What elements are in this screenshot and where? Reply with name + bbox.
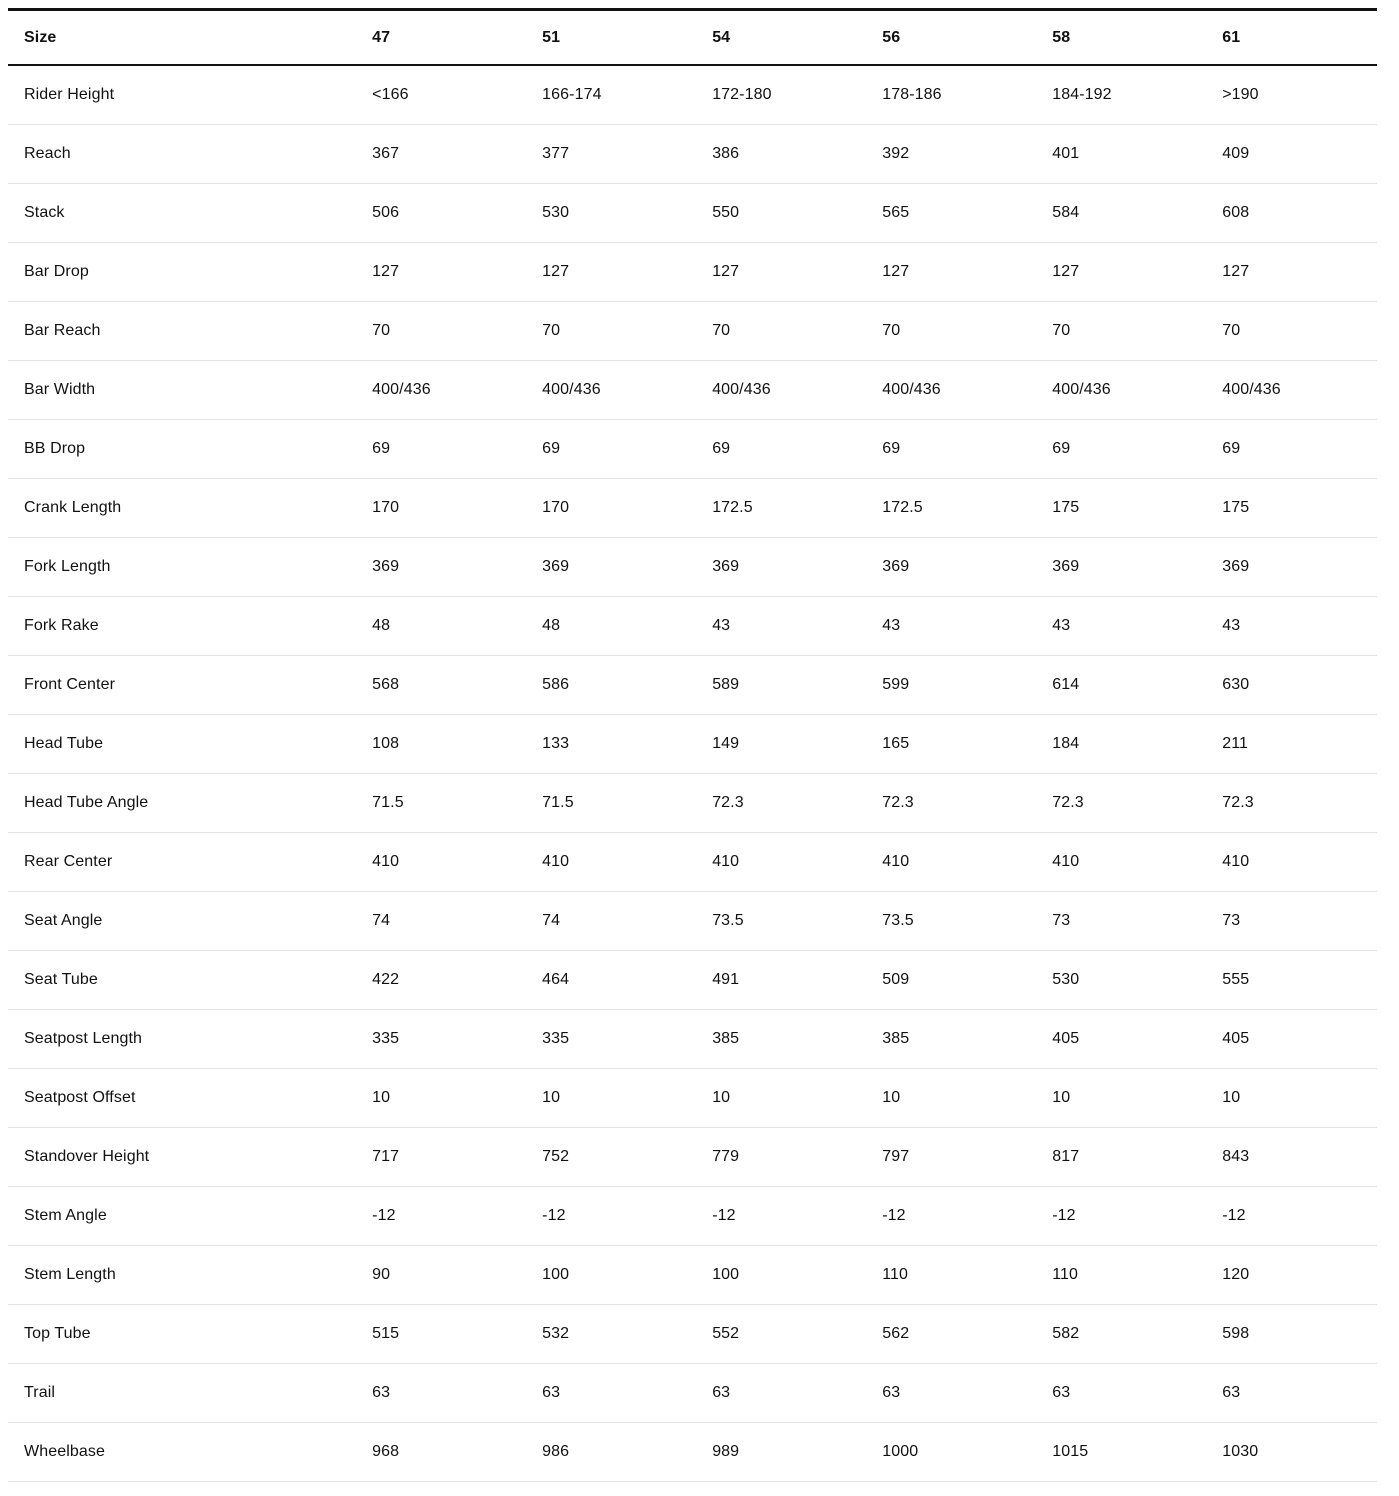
cell-value: -12 bbox=[542, 1187, 712, 1246]
cell-value: 410 bbox=[1052, 833, 1222, 892]
cell-value: 73.5 bbox=[712, 892, 882, 951]
cell-value: 172-180 bbox=[712, 65, 882, 125]
column-header: 56 bbox=[882, 10, 1052, 66]
cell-value: 69 bbox=[1052, 420, 1222, 479]
table-row bbox=[8, 479, 1377, 538]
row-label: Trail bbox=[8, 1364, 372, 1423]
cell-value: 127 bbox=[1052, 243, 1222, 302]
cell-value: 589 bbox=[712, 656, 882, 715]
cell-value: 133 bbox=[542, 715, 712, 774]
cell-value: 10 bbox=[712, 1069, 882, 1128]
cell-value: 69 bbox=[1222, 420, 1377, 479]
cell-value: 175 bbox=[1222, 479, 1377, 538]
cell-value: 172.5 bbox=[882, 479, 1052, 538]
cell-value: <166 bbox=[372, 65, 542, 125]
cell-value: 630 bbox=[1222, 656, 1377, 715]
column-header-size: Size bbox=[8, 10, 372, 66]
cell-value: 506 bbox=[372, 184, 542, 243]
table-row bbox=[8, 243, 1377, 302]
cell-value: 584 bbox=[1052, 184, 1222, 243]
cell-value: 69 bbox=[712, 420, 882, 479]
cell-value: 120 bbox=[1222, 1246, 1377, 1305]
table-row bbox=[8, 715, 1377, 774]
row-label: Head Tube Angle bbox=[8, 774, 372, 833]
cell-value: 405 bbox=[1052, 1010, 1222, 1069]
cell-value: 369 bbox=[1052, 538, 1222, 597]
cell-value: 843 bbox=[1222, 1128, 1377, 1187]
table-row bbox=[8, 184, 1377, 243]
cell-value: 70 bbox=[882, 302, 1052, 361]
cell-value: 166-174 bbox=[542, 65, 712, 125]
cell-value: 369 bbox=[372, 538, 542, 597]
cell-value: 369 bbox=[542, 538, 712, 597]
cell-value: 400/436 bbox=[542, 361, 712, 420]
cell-value: 100 bbox=[712, 1246, 882, 1305]
cell-value: 405 bbox=[1222, 1010, 1377, 1069]
row-label: Rear Center bbox=[8, 833, 372, 892]
cell-value: 48 bbox=[372, 597, 542, 656]
cell-value: 377 bbox=[542, 125, 712, 184]
cell-value: 184-192 bbox=[1052, 65, 1222, 125]
cell-value: 48 bbox=[542, 597, 712, 656]
cell-value: 401 bbox=[1052, 125, 1222, 184]
cell-value: -12 bbox=[1052, 1187, 1222, 1246]
table-row bbox=[8, 833, 1377, 892]
cell-value: 43 bbox=[1052, 597, 1222, 656]
cell-value: 74 bbox=[372, 892, 542, 951]
table-row bbox=[8, 420, 1377, 479]
cell-value: 63 bbox=[372, 1364, 542, 1423]
cell-value: 69 bbox=[372, 420, 542, 479]
cell-value: 73 bbox=[1052, 892, 1222, 951]
cell-value: 10 bbox=[542, 1069, 712, 1128]
cell-value: 70 bbox=[542, 302, 712, 361]
cell-value: 565 bbox=[882, 184, 1052, 243]
cell-value: 72.3 bbox=[882, 774, 1052, 833]
row-label: Crank Length bbox=[8, 479, 372, 538]
cell-value: 717 bbox=[372, 1128, 542, 1187]
cell-value: 74 bbox=[542, 892, 712, 951]
table-row bbox=[8, 125, 1377, 184]
cell-value: -12 bbox=[882, 1187, 1052, 1246]
cell-value: 562 bbox=[882, 1305, 1052, 1364]
cell-value: 43 bbox=[712, 597, 882, 656]
cell-value: 73.5 bbox=[882, 892, 1052, 951]
cell-value: 170 bbox=[372, 479, 542, 538]
cell-value: 178-186 bbox=[882, 65, 1052, 125]
cell-value: 369 bbox=[1222, 538, 1377, 597]
cell-value: 386 bbox=[712, 125, 882, 184]
table-row bbox=[8, 892, 1377, 951]
table-row bbox=[8, 538, 1377, 597]
cell-value: 110 bbox=[882, 1246, 1052, 1305]
table-row bbox=[8, 774, 1377, 833]
row-label: Stem Angle bbox=[8, 1187, 372, 1246]
cell-value: 63 bbox=[542, 1364, 712, 1423]
cell-value: 73 bbox=[1222, 892, 1377, 951]
table-row bbox=[8, 1246, 1377, 1305]
cell-value: 817 bbox=[1052, 1128, 1222, 1187]
column-header: 54 bbox=[712, 10, 882, 66]
cell-value: 100 bbox=[542, 1246, 712, 1305]
cell-value: 211 bbox=[1222, 715, 1377, 774]
cell-value: 400/436 bbox=[1052, 361, 1222, 420]
table-row bbox=[8, 361, 1377, 420]
row-label: Bar Reach bbox=[8, 302, 372, 361]
cell-value: 550 bbox=[712, 184, 882, 243]
cell-value: 392 bbox=[882, 125, 1052, 184]
cell-value: 10 bbox=[1222, 1069, 1377, 1128]
cell-value: 491 bbox=[712, 951, 882, 1010]
cell-value: 509 bbox=[882, 951, 1052, 1010]
table-row bbox=[8, 1423, 1377, 1482]
cell-value: 464 bbox=[542, 951, 712, 1010]
table-row bbox=[8, 1010, 1377, 1069]
column-header: 58 bbox=[1052, 10, 1222, 66]
table-header-row bbox=[8, 10, 1377, 66]
cell-value: 568 bbox=[372, 656, 542, 715]
cell-value: 608 bbox=[1222, 184, 1377, 243]
row-label: Bar Drop bbox=[8, 243, 372, 302]
cell-value: 598 bbox=[1222, 1305, 1377, 1364]
cell-value: 410 bbox=[712, 833, 882, 892]
cell-value: 1015 bbox=[1052, 1423, 1222, 1482]
cell-value: 422 bbox=[372, 951, 542, 1010]
cell-value: 69 bbox=[882, 420, 1052, 479]
cell-value: 63 bbox=[1052, 1364, 1222, 1423]
table-row bbox=[8, 1187, 1377, 1246]
column-header: 47 bbox=[372, 10, 542, 66]
cell-value: 989 bbox=[712, 1423, 882, 1482]
table-row bbox=[8, 1069, 1377, 1128]
cell-value: 63 bbox=[712, 1364, 882, 1423]
row-label: Wheelbase bbox=[8, 1423, 372, 1482]
geometry-table-container bbox=[8, 8, 1377, 1482]
size-chart-table bbox=[8, 8, 1377, 1482]
cell-value: 968 bbox=[372, 1423, 542, 1482]
cell-value: 108 bbox=[372, 715, 542, 774]
row-label: Fork Length bbox=[8, 538, 372, 597]
cell-value: 515 bbox=[372, 1305, 542, 1364]
cell-value: 43 bbox=[882, 597, 1052, 656]
cell-value: 10 bbox=[1052, 1069, 1222, 1128]
cell-value: 127 bbox=[542, 243, 712, 302]
cell-value: 409 bbox=[1222, 125, 1377, 184]
cell-value: 385 bbox=[712, 1010, 882, 1069]
column-header: 61 bbox=[1222, 10, 1377, 66]
row-label: Head Tube bbox=[8, 715, 372, 774]
cell-value: 779 bbox=[712, 1128, 882, 1187]
row-label: BB Drop bbox=[8, 420, 372, 479]
cell-value: >190 bbox=[1222, 65, 1377, 125]
cell-value: 70 bbox=[372, 302, 542, 361]
cell-value: 127 bbox=[882, 243, 1052, 302]
cell-value: 367 bbox=[372, 125, 542, 184]
column-header: 51 bbox=[542, 10, 712, 66]
table-row bbox=[8, 656, 1377, 715]
row-label: Top Tube bbox=[8, 1305, 372, 1364]
table-row bbox=[8, 1128, 1377, 1187]
row-label: Front Center bbox=[8, 656, 372, 715]
row-label: Stem Length bbox=[8, 1246, 372, 1305]
cell-value: 71.5 bbox=[542, 774, 712, 833]
cell-value: 70 bbox=[1222, 302, 1377, 361]
row-label: Rider Height bbox=[8, 65, 372, 125]
cell-value: 530 bbox=[1052, 951, 1222, 1010]
cell-value: 552 bbox=[712, 1305, 882, 1364]
cell-value: 335 bbox=[372, 1010, 542, 1069]
cell-value: 172.5 bbox=[712, 479, 882, 538]
cell-value: 400/436 bbox=[882, 361, 1052, 420]
cell-value: 599 bbox=[882, 656, 1052, 715]
cell-value: 72.3 bbox=[712, 774, 882, 833]
row-label: Bar Width bbox=[8, 361, 372, 420]
cell-value: 400/436 bbox=[372, 361, 542, 420]
cell-value: 72.3 bbox=[1052, 774, 1222, 833]
cell-value: 175 bbox=[1052, 479, 1222, 538]
cell-value: 586 bbox=[542, 656, 712, 715]
cell-value: 71.5 bbox=[372, 774, 542, 833]
cell-value: 582 bbox=[1052, 1305, 1222, 1364]
cell-value: 43 bbox=[1222, 597, 1377, 656]
cell-value: 986 bbox=[542, 1423, 712, 1482]
cell-value: 127 bbox=[372, 243, 542, 302]
cell-value: 532 bbox=[542, 1305, 712, 1364]
cell-value: 410 bbox=[1222, 833, 1377, 892]
cell-value: 70 bbox=[1052, 302, 1222, 361]
cell-value: 10 bbox=[372, 1069, 542, 1128]
table-row bbox=[8, 302, 1377, 361]
cell-value: 127 bbox=[1222, 243, 1377, 302]
row-label: Seat Angle bbox=[8, 892, 372, 951]
cell-value: 70 bbox=[712, 302, 882, 361]
cell-value: -12 bbox=[1222, 1187, 1377, 1246]
cell-value: 127 bbox=[712, 243, 882, 302]
cell-value: 400/436 bbox=[1222, 361, 1377, 420]
cell-value: 752 bbox=[542, 1128, 712, 1187]
cell-value: 400/436 bbox=[712, 361, 882, 420]
cell-value: 184 bbox=[1052, 715, 1222, 774]
table-row bbox=[8, 951, 1377, 1010]
cell-value: 369 bbox=[712, 538, 882, 597]
cell-value: 797 bbox=[882, 1128, 1052, 1187]
cell-value: 10 bbox=[882, 1069, 1052, 1128]
row-label: Seatpost Offset bbox=[8, 1069, 372, 1128]
cell-value: 530 bbox=[542, 184, 712, 243]
cell-value: -12 bbox=[372, 1187, 542, 1246]
cell-value: 90 bbox=[372, 1246, 542, 1305]
row-label: Standover Height bbox=[8, 1128, 372, 1187]
row-label: Fork Rake bbox=[8, 597, 372, 656]
cell-value: 69 bbox=[542, 420, 712, 479]
cell-value: 63 bbox=[882, 1364, 1052, 1423]
row-label: Seat Tube bbox=[8, 951, 372, 1010]
row-label: Reach bbox=[8, 125, 372, 184]
cell-value: 335 bbox=[542, 1010, 712, 1069]
cell-value: 1000 bbox=[882, 1423, 1052, 1482]
row-label: Stack bbox=[8, 184, 372, 243]
table-row bbox=[8, 65, 1377, 125]
cell-value: 614 bbox=[1052, 656, 1222, 715]
cell-value: 410 bbox=[372, 833, 542, 892]
cell-value: 369 bbox=[882, 538, 1052, 597]
cell-value: -12 bbox=[712, 1187, 882, 1246]
cell-value: 555 bbox=[1222, 951, 1377, 1010]
table-row bbox=[8, 1305, 1377, 1364]
cell-value: 410 bbox=[542, 833, 712, 892]
cell-value: 410 bbox=[882, 833, 1052, 892]
cell-value: 170 bbox=[542, 479, 712, 538]
row-label: Seatpost Length bbox=[8, 1010, 372, 1069]
cell-value: 72.3 bbox=[1222, 774, 1377, 833]
cell-value: 63 bbox=[1222, 1364, 1377, 1423]
table-row bbox=[8, 1364, 1377, 1423]
cell-value: 149 bbox=[712, 715, 882, 774]
cell-value: 165 bbox=[882, 715, 1052, 774]
cell-value: 1030 bbox=[1222, 1423, 1377, 1482]
cell-value: 110 bbox=[1052, 1246, 1222, 1305]
cell-value: 385 bbox=[882, 1010, 1052, 1069]
table-row bbox=[8, 597, 1377, 656]
